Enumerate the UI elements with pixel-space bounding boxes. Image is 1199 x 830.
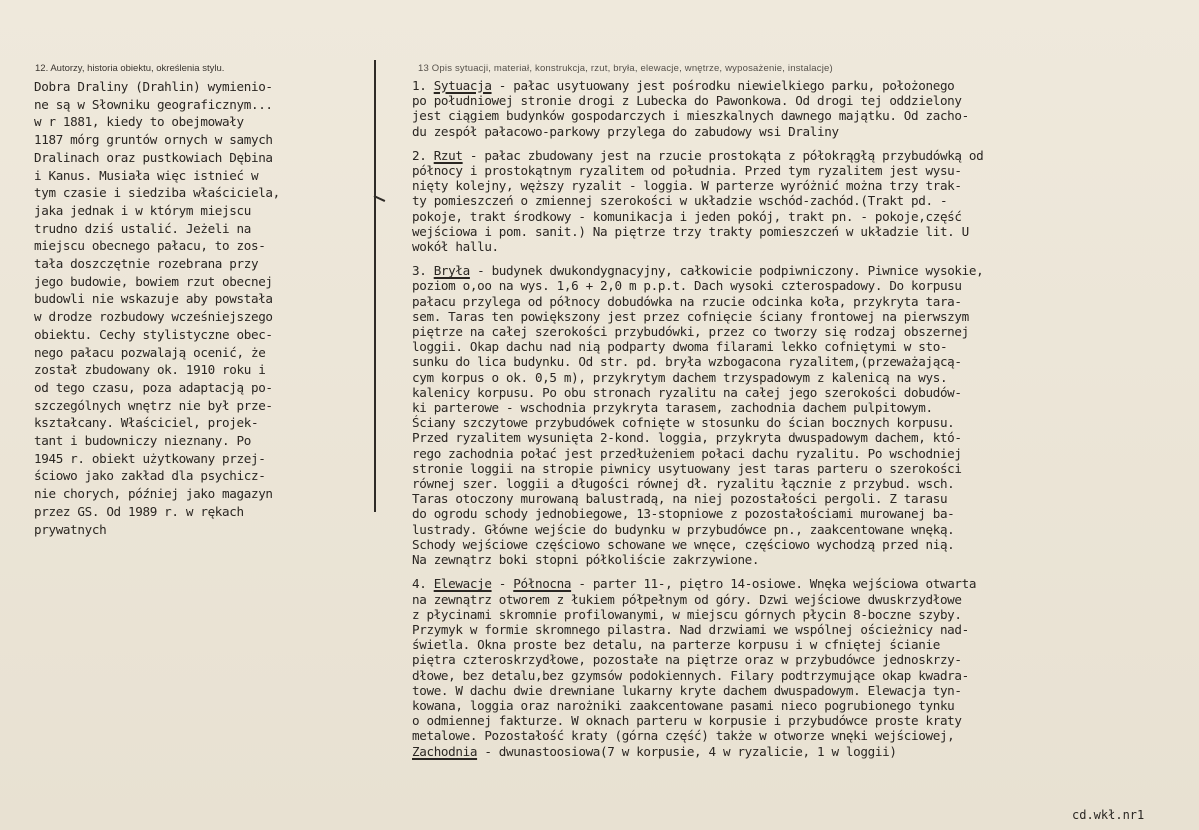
section-heading: Rzut — [433, 147, 463, 163]
section-elewacje — [412, 576, 1197, 758]
section-text: - parter 11-, piętro 14-osiowe. Wnęka wejściowa otwarta na zewnątrz otworem z łukiem półpełnym od góry. Dzwi wejściowe dwuskrzydłowe z płycinami skromnie profilowanymi, w miejscu górnych płycin 8-boczne szyby. Przymyk w formie skromnego pilastra. Nad drzwiami we wspólnej ościeżnicy nad- świetla. Okna proste bez detalu, na parterze korpusu i w cfniętej ścianie piętra czteroskrzydłowe, pozostałe na piętrze oraz w przybudówce jednoskrzy- dłowe, bez detalu,bez gzymsów podokiennych. Filary podtrzymujące okap kwadra- towe. W dachu dwie drewniane lukarny kryte dachem dwuspadowym. Elewacja tyn- kowana, loggia oraz narożniki zaakcentowane pasami nieco pogrubionego tynku o odmiennej fakturze. W oknach parteru w korpusie i przybudówce proste kraty metalowe. Pozostałość kraty (górna część) także w otworze wnęki wejściowej, — [412, 576, 977, 744]
section-number: 4. — [412, 576, 427, 592]
section-number: 2. — [412, 147, 427, 163]
section-text: - dwunastoosiowa(7 w korpusie, 4 w ryzalicie, 1 w loggii) — [477, 743, 897, 759]
section-text: - pałac zbudowany jest na rzucie prostokąta z półokrągłą przybudówką od północy i prostokątnym ryzalitem od południa. Przed tym ryzalitem jest wysu- nięty kolejny, węższy ryzalit - loggia. W parterze wyróżnić można trzy trak- ty pomieszczeń o zmiennej szerokości w układzie wschód-zachód.(Trakt pd. - pokoje, trakt środkowy - komunikacja i jeden pokój, trakt pn. - pokoje,część wejściowa i pom. sanit.) Na piętrze trzy trakty pomieszczeń w układzie lit. U wokół hallu. — [412, 147, 984, 255]
section-number: 1. — [412, 78, 427, 93]
section-heading: Sytuacja — [433, 78, 492, 93]
left-column-header: 12. Autorzy, historia obiektu, określenia stylu. — [35, 63, 225, 74]
section-number: 3. — [412, 263, 427, 279]
section-heading: Bryła — [433, 263, 470, 279]
continuation-note: cd.wkł.nr1 — [1072, 808, 1145, 822]
section-subheading: Zachodnia — [412, 743, 478, 759]
section-text: - — [491, 576, 514, 592]
section-sytuacja — [412, 78, 1197, 139]
section-heading: Elewacje — [433, 576, 492, 592]
history-text: Dobra Draliny (Drahlin) wymienio- ne są w Słowniku geograficznym... w r 1881, kiedy to obejmowały 1187 mórg gruntów ornych w samych Dralinach oraz pustkowiach Dębina i Kanus. Musiała więc istnieć w tym czasie i siedziba właściciela, jaka jednak i w którym miejscu trudno dziś ustalić. Jeżeli na miejscu obecnego pałacu, to zos- tała doszczętnie rozebrana przy jego budowie, bowiem rzut obecnej budowli nie wskazuje aby powstała w drodze rozbudowy wcześniejszego obiektu. Cechy stylistyczne obec- nego pałacu pozwalają ocenić, że został zbudowany ok. 1910 roku i od tego czasu, poza adaptacją po- szczególnych wnętrz nie był prze- kształcany. Właściciel, projek- tant i budowniczy nieznany. Po 1945 r. obiekt użytkowany przej- ściowo jako zakład dla psychicz- nie chorych, później jako magazyn przez GS. Od 1989 r. w rękach prywatnych — [34, 79, 280, 537]
description-column — [412, 78, 1197, 768]
section-text: - budynek dwukondygnacyjny, całkowicie podpiwniczony. Piwnice wysokie, poziom o,oo na wys. 1,6 + 2,0 m p.p.t. Dach wysoki czterospadowy. Do korpusu pałacu przylega od północy dobudówka na rzucie odcinka koła, przykryta tara- sem. Taras ten powiększony jest przez cofnięcie ściany frontowej na pierwszym piętrze na całej szerokości przybudówki, przez co tworzy się rodzaj obszernej loggii. Okap dachu nad nią podparty dwoma filarami lekko cofniętymi w sto- sunku do lica budynku. Od str. pd. bryła wzbogacona ryzalitem,(przeważającą- cym korpus o ok. 0,5 m), przykrytym dachem trzyspadowym z kalenicą na wys. kalenicy korpusu. Po obu stronach ryzalitu na całej jego szerokości dobudów- ki parterowe - wschodnia przykryta tarasem, zachodnia dachem pulpitowym. Ściany szczytowe przybudówek cofnięte w stosunku do ścian bocznych korpusu. Przed ryzalitem wysunięta 2-kond. loggia, przykryta dwuspadowym dachem, któ- rego zachodnia połać jest przedłużeniem połaci dachu ryzalitu. Po wschodniej stronie loggii na stropie piwnicy usytuowany jest taras parteru o szerokości równej szer. loggii a długości równej dł. ryzalitu łącznie z przybud. wsch. Taras otoczony murowaną balustradą, na niej pozostałości pergoli. Z tarasu do ogrodu schody jednobiegowe, 13-stopniowe z pozostałościami murowanej ba- lustrady. Główne wejście do budynku w przybudówce pn., zaakcentowane wnęką. Schody wejściowe częściowo schowane we wnęce, częściowo wychodzą przed nią. Na zewnątrz boki stopni półkoliście zakrzywione. — [412, 263, 984, 568]
section-rzut — [412, 148, 1197, 254]
section-subheading: Północna — [513, 576, 572, 592]
right-column-header: 13 Opis sytuacji, materiał, konstrukcja, rzut, bryła, elewacje, wnętrze, wyposażenie, instalacje) — [418, 63, 833, 74]
section-bryla — [412, 263, 1197, 567]
section-text: - pałac usytuowany jest pośrodku niewielkiego parku, położonego po południowej stronie drogi z Lubecka do Pawonkowa. Od drogi tej oddzielony jest ciągiem budynków gospodarczych i mieszkalnych dawnego majątku. Od zacho- du zespół pałacowo-parkowy przylega do zabudowy wsi Draliny — [412, 78, 969, 139]
